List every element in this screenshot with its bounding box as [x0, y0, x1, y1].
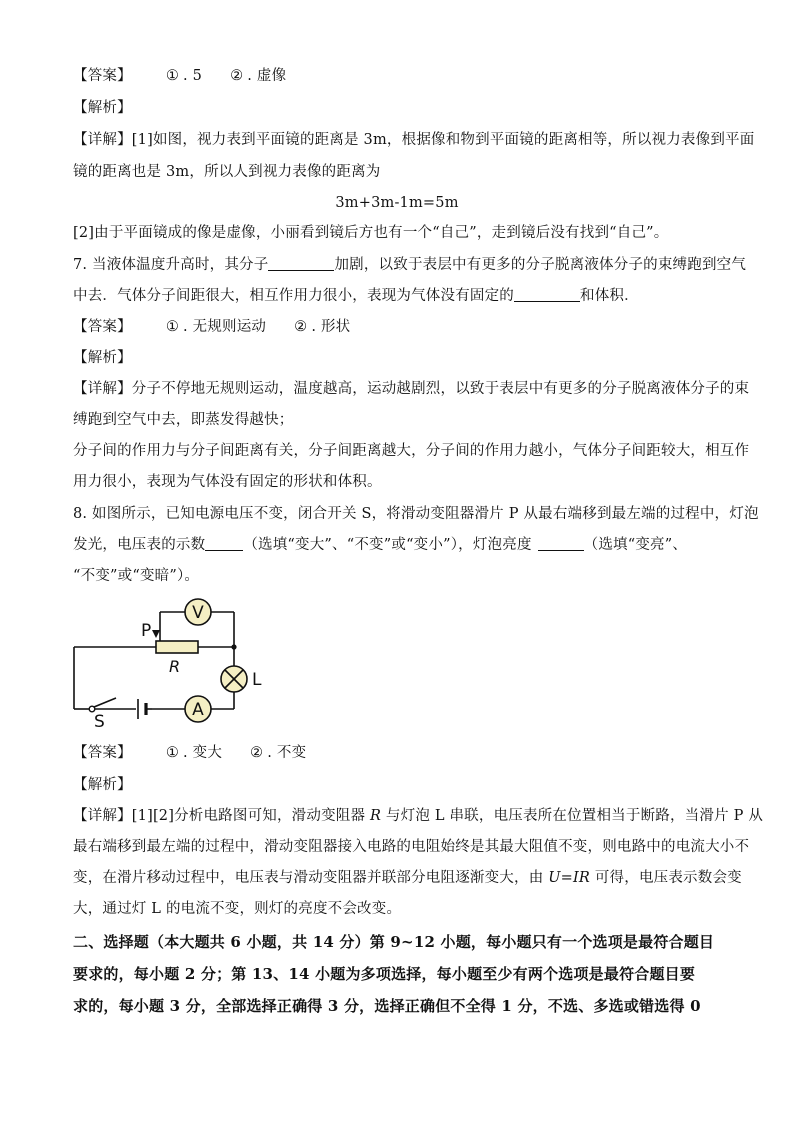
q8-detail-3a: 变，在滑片移动过程中，电压表与滑动变阻器并联部分电阻逐渐变大，由 — [73, 870, 549, 886]
q7-detail-line-2: 缚跑到空气中去，即蒸发得越快； — [73, 412, 294, 428]
q8-detail-1a: 【详解】[1][2]分析电路图可知，滑动变阻器 — [73, 808, 370, 824]
q8-answer-row — [73, 743, 723, 763]
switch-label: S — [94, 712, 105, 729]
q7-answer-1: . 无规则运动 — [183, 319, 267, 335]
q6-answer-1: . 5 — [183, 68, 203, 84]
q6-answer-2: . 虚像 — [247, 68, 287, 84]
q8-text-2b: （选填“变大”、“不变”或“变小”），灯泡亮度 — [243, 537, 532, 553]
circled-number-2: ② — [294, 319, 308, 335]
answer-blank — [538, 536, 584, 551]
q8-text-2a: 发光，电压表的示数 — [73, 537, 206, 553]
q7-text-2a: 中去．气体分子间距很大，相互作用力很小，表现为气体没有固定的 — [73, 288, 514, 304]
q8-question-line-1: 8. 如图所示，已知电源电压不变，闭合开关 S，将滑动变阻器滑片 P 从最右端移到最左端的过程中，灯泡 — [73, 506, 759, 522]
ohms-law-formula: U=IR — [548, 870, 591, 886]
switch-pivot — [89, 706, 95, 712]
q6-answer-row — [73, 66, 723, 86]
junction-dot — [231, 644, 236, 649]
answer-label: 【答案】 — [73, 745, 132, 761]
answer-blank — [514, 287, 580, 302]
q8-answer-1: . 变大 — [183, 745, 223, 761]
circled-number-1: ① — [165, 745, 180, 761]
q8-answer-2: . 不变 — [267, 745, 307, 761]
slider-arrow-icon — [152, 630, 160, 638]
q7-detail-line-3: 分子间的作用力与分子间距离有关，分子间距离越大，分子间的作用力越小，气体分子间距较大，相互作 — [73, 443, 750, 459]
q6-detail-line-3: [2]由于平面镜成的像是虚像，小丽看到镜后方也有一个“自己”，走到镜后没有找到“自己”。 — [73, 225, 669, 241]
q8-detail-1b: 与灯泡 L 串联，电压表所在位置相当于断路，当滑片 P 从 — [381, 808, 764, 824]
rheostat-resistor — [156, 641, 198, 653]
circled-number-1: ① — [165, 68, 180, 84]
slider-label: P — [141, 621, 152, 641]
q7-text-1a: 7. 当液体温度升高时，其分子 — [73, 257, 269, 273]
q8-text-2c: （选填“变亮”、 — [583, 537, 688, 553]
q7-question-line-2 — [73, 286, 723, 306]
q7-answer-row — [73, 317, 723, 337]
q8-detail-line-2: 最右端移到最左端的过程中，滑动变阻器接入电路的电阻始终是其最大阻值不变，则电路中的电流大小不 — [73, 839, 750, 855]
answer-label: 【答案】 — [73, 68, 132, 84]
q8-detail-line-1 — [73, 806, 764, 826]
circled-number-2: ② — [230, 68, 244, 84]
q8-detail-3b: 可得，电压表示数会变 — [590, 870, 742, 886]
section2-heading-line-3: 求的，每小题 3 分，全部选择正确得 3 分，选择正确但不全得 1 分，不选、多选或错选得 0 — [73, 997, 701, 1015]
circled-number-2: ② — [250, 745, 264, 761]
circled-number-1: ① — [165, 319, 180, 335]
lamp-label: L — [252, 670, 262, 690]
variable-r: R — [370, 808, 382, 824]
q8-detail-line-3 — [73, 868, 742, 888]
q8-question-line-2 — [73, 535, 723, 555]
q7-answer-2: . 形状 — [311, 319, 351, 335]
q8-question-line-3: “不变”或“变暗”）。 — [73, 568, 200, 584]
q8-analysis-label: 【解析】 — [73, 777, 132, 793]
q7-text-1b: 加剧，以致于表层中有更多的分子脱离液体分子的束缚跑到空气 — [334, 257, 747, 273]
section2-heading-line-2: 要求的，每小题 2 分；第 13、14 小题为多项选择，每小题至少有两个选项是最符合题目要 — [73, 965, 696, 983]
q7-question-line-1 — [73, 255, 747, 275]
answer-label: 【答案】 — [73, 319, 132, 335]
q7-detail-line-4: 用力很小，表现为气体没有固定的形状和体积。 — [73, 474, 382, 490]
answer-blank — [205, 536, 243, 551]
switch-lever-icon — [94, 698, 116, 707]
q7-analysis-label: 【解析】 — [73, 350, 132, 366]
ammeter-label: A — [192, 700, 204, 720]
q6-detail-line-1: 【详解】[1]如图，视力表到平面镜的距离是 3m，根据像和物到平面镜的距离相等，所以视力表像到平面 — [73, 132, 755, 148]
q7-text-2b: 和体积． — [580, 288, 639, 304]
resistor-label: R — [169, 657, 181, 676]
q7-detail-line-1: 【详解】分子不停地无规则运动，温度越高，运动越剧烈，以致于表层中有更多的分子脱离液体分子的束 — [73, 381, 750, 397]
q6-formula: 3m+3m-1m=5m — [335, 195, 459, 211]
answer-blank — [268, 256, 334, 271]
circuit-diagram — [68, 594, 278, 729]
q6-analysis-label: 【解析】 — [73, 100, 132, 116]
q6-detail-line-2: 镜的距离也是 3m，所以人到视力表像的距离为 — [73, 164, 381, 180]
section2-heading-line-1: 二、选择题（本大题共 6 小题，共 14 分）第 9~12 小题，每小题只有一个选项是最符合题目 — [73, 933, 715, 951]
voltmeter-label: V — [192, 603, 204, 623]
q8-detail-line-4: 大，通过灯 L 的电流不变，则灯的亮度不会改变。 — [73, 901, 402, 917]
